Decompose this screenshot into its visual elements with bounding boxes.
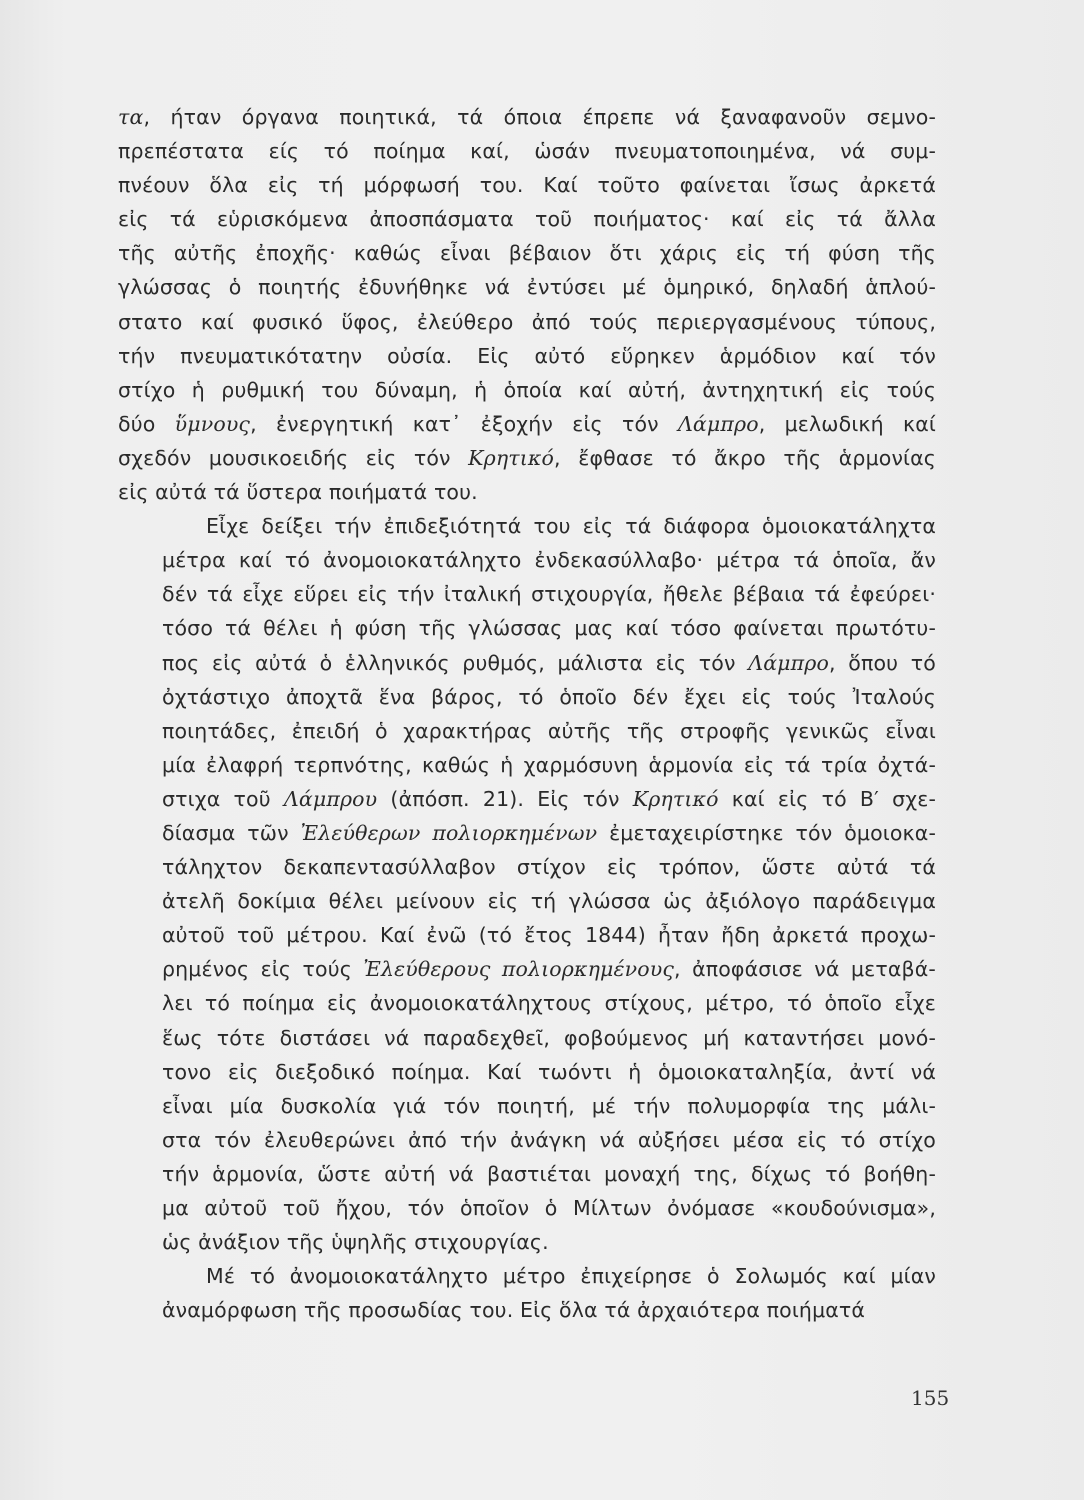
italic-title-text: ὕμνους <box>174 411 251 436</box>
italic-title-text: Λάμπρο <box>677 411 759 436</box>
text-segment: πος εἰς αὐτά ὁ ἑλληνικός ρυθμός, μάλιστα εἰς τόν <box>162 650 749 675</box>
paragraph <box>118 1259 936 1327</box>
text-segment: στίχο ἡ ρυθμική του δύναμη, ἡ ὁποία καί αὐτή, ἀντηχητική εἰς τούς <box>118 377 936 402</box>
text-segment: αὐτοῦ τοῦ μέτρου. Καί ἐνῶ (τό ἔτος 1844) ἦταν ἤδη ἀρκετά προχω- <box>162 923 936 948</box>
text-segment: εἰς αὐτά τά ὕστερα ποιήματά του. <box>118 480 478 505</box>
page-number: 155 <box>911 1386 950 1410</box>
text-segment: σχεδόν μουσικοειδής εἰς τόν <box>118 445 469 470</box>
text-segment: στατο καί φυσικό ὕφος, ἐλεύθερο ἀπό τούς περιεργασμένους τύπους, <box>118 309 936 334</box>
italic-title-text: Κρητικό <box>468 445 555 470</box>
text-line <box>118 816 936 850</box>
text-line <box>118 441 936 475</box>
text-line <box>118 202 936 236</box>
text-segment: τάληχτον δεκαπεντασύλλαβον στίχον εἰς τρόπον, ὥστε αὐτά τά <box>162 855 936 880</box>
italic-title-text: Ἐλεύθερων πολιορκημένων <box>300 820 598 845</box>
text-segment: πνέουν ὅλα εἰς τή μόρφωσή του. Καί τοῦτο φαίνεται ἴσως ἀρκετά <box>118 173 936 198</box>
text-segment: ἀναμόρφωση τῆς προσωδίας του. Εἰς ὅλα τά ἀρχαιότερα ποιήματά <box>162 1298 866 1323</box>
text-line <box>118 884 936 918</box>
text-line <box>118 680 936 714</box>
text-segment: , μελωδική καί <box>758 411 936 436</box>
text-line <box>118 1157 936 1191</box>
text-line <box>118 986 936 1020</box>
text-segment: γλώσσας ὁ ποιητής ἐδυνήθηκε νά ἐντύσει μέ ὁμηρικό, δηλαδή ἁπλού- <box>118 275 936 300</box>
text-line <box>118 236 936 270</box>
text-segment: (ἀπόσπ. 21). Εἰς τόν <box>377 786 633 811</box>
text-segment: , ήταν όργανα ποιητικά, τά όποια έπρεπε νά ξαναφανοῦν σεμνο- <box>143 105 936 129</box>
text-segment: δέν τά εἶχε εὕρει εἰς τήν ἰταλική στιχουργία, ἤθελε βέβαια τά ἐφεύρει· <box>162 582 936 607</box>
text-segment: ποιητάδες, ἐπειδή ὁ χαρακτήρας αὐτῆς τῆς στροφῆς γενικῶς εἶναι <box>162 718 936 743</box>
text-segment: εἰς τά εὑρισκόμενα ἀποσπάσματα τοῦ ποιήματος· καί εἰς τά ἄλλα <box>118 207 936 232</box>
text-line <box>118 577 936 611</box>
text-line <box>118 611 936 645</box>
text-line <box>118 748 936 782</box>
italic-title-text: Λάμπρου <box>283 786 378 811</box>
text-line <box>118 714 936 748</box>
text-line <box>118 1259 936 1293</box>
text-segment: ἐμεταχειρίστηκε τόν ὁμοιοκα- <box>597 820 936 845</box>
text-segment: Μέ τό ἀνομοιοκατάληχτο μέτρο ἐπιχείρησε ὁ Σολωμός καί μίαν <box>206 1264 936 1289</box>
text-segment: ἕως τότε διστάσει νά παραδεχθεῖ, φοβούμενος μή καταντήσει μονό- <box>162 1025 936 1050</box>
text-line <box>118 1055 936 1089</box>
text-segment: δύο <box>118 411 175 436</box>
text-segment: τήν πνευματικότατην οὐσία. Εἰς αὐτό εὕρηκεν ἁρμόδιον καί τόν <box>118 343 936 368</box>
text-segment: εἶναι μία δυσκολία γιά τόν ποιητή, μέ τήν πολυμορφία της μάλι- <box>162 1093 936 1118</box>
italic-title-text: Λάμπρο <box>748 650 829 675</box>
text-segment: τῆς αὐτῆς ἐποχῆς· καθώς εἶναι βέβαιον ὅτι χάρις εἰς τή φύση τῆς <box>118 241 936 266</box>
text-line <box>118 1293 936 1327</box>
text-line <box>118 339 936 373</box>
text-segment: ρημένος εἰς τούς <box>162 957 364 982</box>
text-segment: μία ἐλαφρή τερπνότης, καθώς ἡ χαρμόσυνη ἁρμονία εἰς τά τρία ὀχτά- <box>162 752 936 777</box>
text-segment: στα τόν ἐλευθερώνει ἀπό τήν ἀνάγκη νά αὐξήσει μέσα εἰς τό στίχο <box>162 1127 936 1152</box>
text-line <box>118 168 936 202</box>
text-segment: , ἔφθασε τό ἄκρο τῆς ἁρμονίας <box>554 445 936 470</box>
text-segment: ἀτελῆ δοκίμια θέλει μείνουν εἰς τή γλώσσα ὡς ἀξιόλογο παράδειγμα <box>162 889 936 914</box>
text-line <box>118 1089 936 1123</box>
italic-title-text: Κρητικό <box>632 786 719 811</box>
text-segment: ὡς ἀνάξιον τῆς ὑψηλῆς στιχουργίας. <box>162 1230 549 1255</box>
text-segment: ὀχτάστιχο ἀποχτᾶ ἕνα βάρος, τό ὁποῖο δέν ἔχει εἰς τούς Ἰταλούς <box>162 684 936 709</box>
text-line <box>118 1021 936 1055</box>
text-segment: δίασμα τῶν <box>162 820 301 845</box>
text-line <box>118 850 936 884</box>
text-line <box>118 270 936 304</box>
text-line <box>118 475 936 509</box>
text-line <box>118 543 936 577</box>
text-segment: , ἐνεργητική κατ᾽ ἐξοχήν εἰς τόν <box>250 411 678 436</box>
text-segment: λει τό ποίημα εἰς ἀνομοιοκατάληχτους στίχους, μέτρο, τό ὁποῖο εἶχε <box>162 991 936 1016</box>
text-line <box>118 1191 936 1225</box>
text-line <box>118 373 936 407</box>
text-line <box>118 407 936 441</box>
text-line <box>118 918 936 952</box>
text-segment: μα αὐτοῦ τοῦ ἤχου, τόν ὁποῖον ὁ Μίλτων ὀνόμασε «κουδούνισμα», <box>162 1196 936 1220</box>
text-segment: τόσο τά θέλει ἡ φύση τῆς γλώσσας μας καί τόσο φαίνεται πρωτότυ- <box>162 616 936 641</box>
text-segment: τήν ἁρμονία, ὥστε αὐτή νά βαστιέται μοναχή της, δίχως τό βοήθη- <box>162 1161 936 1186</box>
text-line <box>118 782 936 816</box>
text-segment: πρεπέστατα είς τό ποίημα καί, ὡσάν πνευματοποιημένα, νά συμ- <box>118 139 936 164</box>
text-line <box>118 952 936 986</box>
paragraph <box>118 100 936 509</box>
body-text <box>118 100 936 1327</box>
text-line <box>118 1225 936 1259</box>
text-line <box>118 134 936 168</box>
text-segment: , ἀποφάσισε νά μεταβά- <box>674 957 936 982</box>
text-line <box>118 100 936 134</box>
text-line <box>118 509 936 543</box>
text-segment: στιχα τοῦ <box>162 786 284 811</box>
italic-title-text: Ἐλεύθερους πολιορκημένους <box>363 957 674 982</box>
text-segment: μέτρα καί τό ἀνομοιοκατάληχτο ἐνδεκασύλλαβο· μέτρα τά ὁποῖα, ἄν <box>162 548 936 573</box>
text-line <box>118 1123 936 1157</box>
text-segment: καί εἰς τό Β′ σχε- <box>718 786 937 811</box>
italic-title-text: τα <box>118 105 144 129</box>
text-line <box>118 305 936 339</box>
paragraph <box>118 509 936 1259</box>
text-segment: Εἶχε δείξει τήν ἐπιδεξιότητά του εἰς τά διάφορα ὁμοιοκατάληχτα <box>206 514 936 539</box>
text-segment: , ὅπου τό <box>828 650 936 675</box>
text-segment: τονο εἰς διεξοδικό ποίημα. Καί τωόντι ἡ ὁμοιοκαταληξία, ἀντί νά <box>162 1059 936 1084</box>
text-line <box>118 646 936 680</box>
